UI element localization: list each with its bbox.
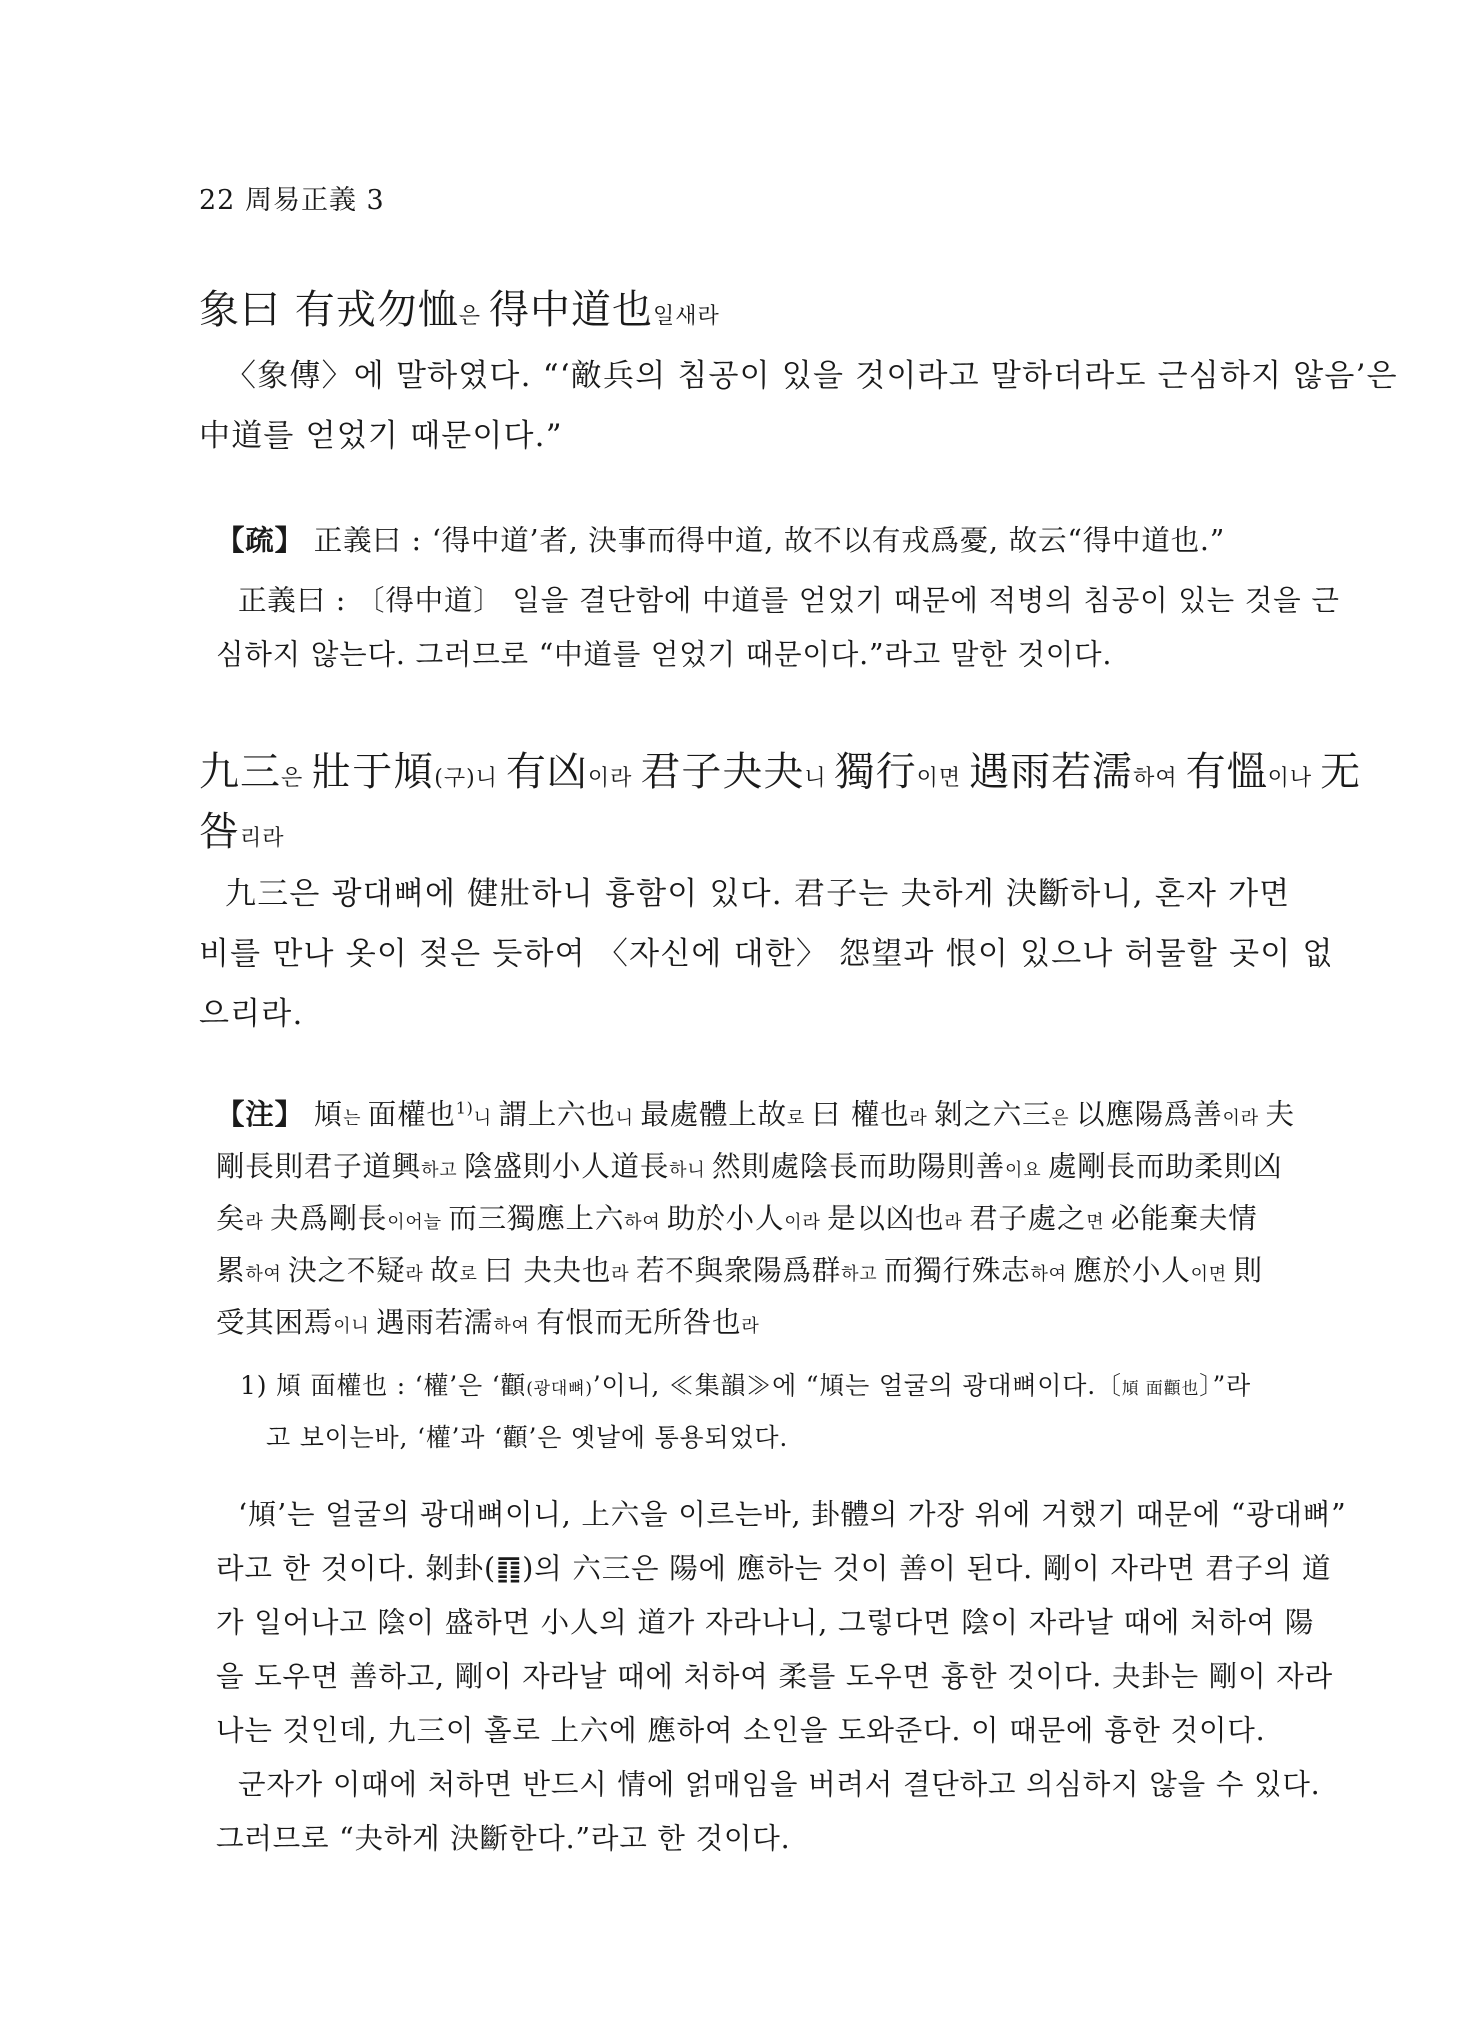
main-text: 有慍 [1185, 749, 1268, 795]
zhu-label: 【注】 [216, 1097, 304, 1131]
particle-text: 하니 [669, 1160, 713, 1181]
section2-heading-line [199, 740, 1361, 797]
zhu-commentary-line [216, 1196, 1258, 1237]
particle-text: 하고 [841, 1264, 884, 1285]
main-text: 應於小人 [1073, 1254, 1191, 1287]
particle-text: 하여 [624, 1212, 668, 1233]
main-text: 得中道也 [488, 287, 653, 333]
main-text: 獨行 [834, 749, 917, 795]
main-text: 曰 權也 [811, 1098, 910, 1131]
zhu-commentary-line [216, 1248, 1263, 1289]
particle-text: 면 [1086, 1212, 1111, 1233]
particle-text: 니 [804, 766, 835, 791]
main-text: 助於小人 [667, 1202, 785, 1235]
main-text: 處剛長而助柔則凶 [1047, 1150, 1283, 1183]
commentary-translation-line: 을 도우면 善하고, 剛이 자라날 때에 처하여 柔를 도우면 흉한 것이다. 夬卦는 剛이 자라 [216, 1660, 1333, 1693]
main-text: 是以凶也 [827, 1202, 945, 1235]
particle-text: 이면 [1190, 1264, 1234, 1285]
main-text: 遇雨若濡 [969, 749, 1134, 795]
main-text: 君子處之 [969, 1202, 1087, 1235]
commentary-translation-line: 나는 것인데, 九三이 홀로 上六에 應하여 소인을 도와준다. 이 때문에 흉한 것이다. [216, 1714, 1266, 1747]
main-text: 九三 [199, 749, 281, 795]
particle-text: 라 [741, 1316, 760, 1337]
main-text: 則 [1233, 1254, 1263, 1287]
particle-text: 은 [1051, 1108, 1077, 1129]
zhu-commentary-line [216, 1300, 760, 1341]
main-text: 陰盛則小人道長 [464, 1150, 670, 1183]
particle-text: 이어늘 [387, 1212, 449, 1233]
particle-text: (구)니 [434, 766, 506, 791]
particle-text: 이라 [587, 766, 641, 791]
shu-translation-line: 심하지 않는다. 그러므로 “中道를 얻었기 때문이다.”라고 말한 것이다. [216, 638, 1113, 671]
footnote-line: 고 보이는바, ‘權’과 ‘顴’은 옛날에 통용되었다. [266, 1423, 789, 1452]
section2-translation-line: 九三은 광대뼈에 健壯하니 흉함이 있다. 君子는 夬하게 決斷하니, 혼자 가면 [225, 876, 1291, 912]
section1-heading [199, 278, 720, 335]
main-text: 若不與衆陽爲群 [635, 1254, 842, 1287]
particle-text: 하여 [1030, 1264, 1074, 1285]
particle-text: 이요 [1005, 1160, 1048, 1181]
main-text: 然則處陰長而助陽則善 [712, 1150, 1006, 1183]
main-text: 而獨行殊志 [883, 1254, 1031, 1287]
particle-text: 頄 面顴也 [1121, 1379, 1200, 1399]
footnote-line [240, 1366, 1251, 1402]
particle-text: 이나 [1267, 766, 1321, 791]
main-text: 曰 夬夬也 [484, 1254, 612, 1287]
main-text: 君子夬夬 [640, 749, 805, 795]
main-text: 剝之六三 [934, 1098, 1052, 1131]
main-text: 決之不疑 [288, 1254, 406, 1287]
main-text: 頄 [313, 1098, 344, 1131]
main-text: 咎 [199, 809, 240, 855]
main-text: ’이니, ≪集韻≫에 “頄는 얼굴의 광대뼈이다.〔 [592, 1371, 1122, 1400]
running-header: 22 周易正義 3 [199, 185, 385, 216]
main-text: 矣 [216, 1202, 246, 1235]
particle-text: 일새라 [652, 304, 720, 329]
commentary-translation-line: 라고 한 것이다. 剝卦(䷖)의 六三은 陽에 應하는 것이 善이 된다. 剛이 자라면 君子의 道 [216, 1552, 1332, 1585]
section2-translation-line: 으리라. [199, 996, 304, 1032]
particle-text: 라 [405, 1264, 431, 1285]
particle-text: 하고 [421, 1160, 465, 1181]
main-text: 遇雨若濡 [376, 1306, 494, 1339]
main-text: 面權也 [367, 1098, 456, 1131]
particle-text: 하여 [1133, 766, 1186, 791]
zhu-commentary-line [216, 1144, 1282, 1185]
section2-translation-line: 비를 만나 옷이 젖은 듯하여 〈자신에 대한〉 怨望과 恨이 있으나 허물할 곳이 없 [199, 936, 1334, 972]
particle-text: 니 [615, 1108, 641, 1129]
particle-text: 이면 [916, 766, 970, 791]
main-text: 有凶 [505, 749, 588, 795]
main-text: 有恨而无所咎也 [536, 1306, 742, 1339]
shu-translation-line: 正義曰 : 〔得中道〕 일을 결단함에 中道를 얻었기 때문에 적병의 침공이 있는 것을 근 [238, 584, 1340, 617]
main-text: 必能棄夫情 [1111, 1202, 1258, 1235]
particle-text: (광대뼈) [526, 1379, 593, 1399]
shu-commentary [216, 518, 1225, 559]
particle-text: 이라 [1222, 1108, 1266, 1129]
main-text: 以應陽爲善 [1076, 1098, 1223, 1131]
main-text: 〕”라 [1199, 1371, 1252, 1400]
particle-text: 는 [343, 1108, 368, 1129]
section2-heading-line [199, 800, 285, 857]
main-text: 剛長則君子道興 [216, 1150, 422, 1183]
main-text: 夫 [1265, 1098, 1295, 1131]
commentary-translation-line: 가 일어나고 陰이 盛하면 小人의 道가 자라나니, 그렇다면 陰이 자라날 때에 처하여 陽 [216, 1606, 1315, 1639]
main-text: 累 [216, 1254, 246, 1287]
main-text: 1) 頄 面權也 : ‘權’은 ‘顴 [240, 1371, 527, 1400]
particle-text: 은 [458, 304, 489, 329]
particle-text: 리라 [240, 826, 285, 851]
main-text: 壯于頄 [311, 749, 435, 795]
section1-translation-line: 〈象傳〉에 말하였다. “‘敵兵의 침공이 있을 것이라고 말하더라도 근심하지 않음’은 [225, 358, 1398, 394]
main-text: 而三獨應上六 [448, 1202, 625, 1235]
particle-text: 이니 [333, 1316, 377, 1337]
main-text: 象曰 有戎勿恤 [199, 287, 459, 333]
commentary-translation-line: ‘頄’는 얼굴의 광대뼈이니, 上六을 이르는바, 卦體의 가장 위에 거했기 때문에 “광대뼈” [238, 1498, 1347, 1531]
main-text: 最處體上故 [640, 1098, 787, 1131]
main-text: 夬爲剛長 [270, 1202, 388, 1235]
particle-text: 라 [944, 1212, 970, 1233]
particle-text: 은 [281, 766, 312, 791]
particle-text: 라 [909, 1108, 935, 1129]
particle-text: 이라 [784, 1212, 828, 1233]
particle-text: 니 [473, 1108, 499, 1129]
footnote-marker: 1) [455, 1098, 474, 1118]
particle-text: 라 [245, 1212, 271, 1233]
particle-text: 하여 [245, 1264, 289, 1285]
commentary-translation-line: 군자가 이때에 처하면 반드시 情에 얽매임을 버려서 결단하고 의심하지 않을 수 있다. [238, 1768, 1321, 1801]
particle-text: 하여 [493, 1316, 537, 1337]
main-text: 无 [1320, 749, 1362, 795]
commentary-translation-line: 그러므로 “夬하게 決斷한다.”라고 한 것이다. [216, 1822, 791, 1855]
particle-text: 로 [459, 1264, 485, 1285]
shu-text: 正義曰 : ‘得中道’者, 決事而得中道, 故不以有戎爲憂, 故云“得中道也.” [313, 524, 1226, 557]
particle-text: 로 [786, 1108, 812, 1129]
main-text: 謂上六也 [498, 1098, 616, 1131]
zhu-text [314, 1098, 1295, 1131]
main-text: 受其困焉 [216, 1306, 334, 1339]
main-text: 故 [430, 1254, 460, 1287]
shu-label: 【疏】 [216, 523, 304, 557]
zhu-commentary-line [216, 1092, 1295, 1133]
section1-translation-line: 中道를 얻었기 때문이다.” [199, 418, 563, 454]
particle-text: 라 [611, 1264, 636, 1285]
